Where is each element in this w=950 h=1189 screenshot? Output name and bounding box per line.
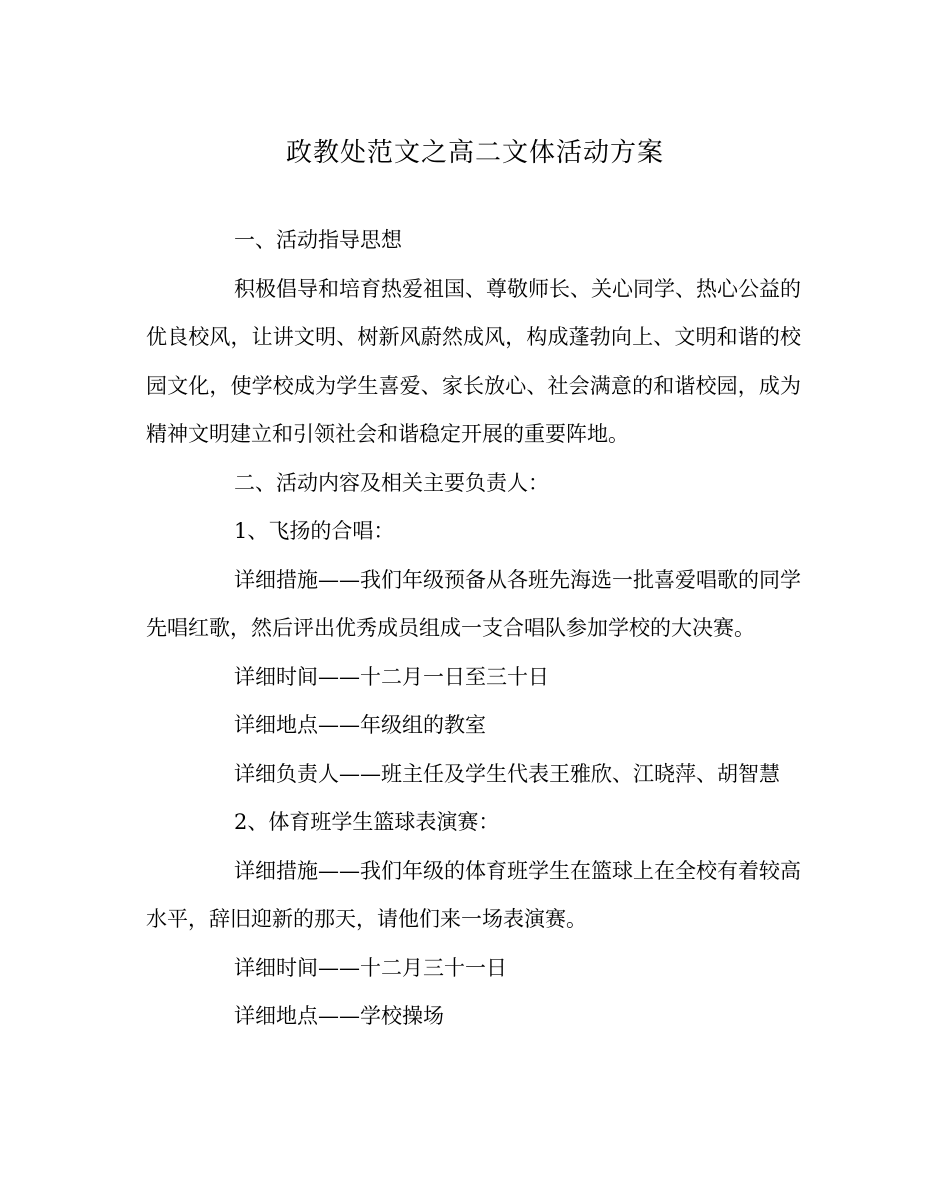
item-heading-chorus: 1、飞扬的合唱： bbox=[234, 519, 395, 543]
paragraph-basketball-time: 详细时间——十二月三十一日 bbox=[234, 955, 507, 980]
document-title: 政教处范文之高二文体活动方案 bbox=[285, 138, 664, 168]
paragraph-basketball-location: 详细地点——学校操场 bbox=[234, 1004, 444, 1028]
paragraph-basketball-measures: 详细措施——我们年级的体育班学生在篮球上在全校有着较高水平，辞旧迎新的那天，请他们来一场表演赛。 bbox=[146, 858, 801, 931]
paragraph-chorus-location: 详细地点——年级组的教室 bbox=[234, 713, 486, 737]
paragraph-chorus-time: 详细时间——十二月一日至三十日 bbox=[234, 664, 549, 689]
document-body bbox=[146, 216, 801, 1041]
paragraph-guiding-ideology: 积极倡导和培育热爱祖国、尊敬师长、关心同学、热心公益的优良校风，让讲文明、树新风蔚然成风，构成蓬勃向上、文明和谐的校园文化，使学校成为学生喜爱、家长放心、社会满意的和谐校园，成为精神文明建立和引领社会和谐稳定开展的重要阵地。 bbox=[146, 276, 801, 446]
paragraph-chorus-measures: 详细措施——我们年级预备从各班先海选一批喜爱唱歌的同学先唱红歌，然后评出优秀成员组成一支合唱队参加学校的大决赛。 bbox=[146, 567, 801, 640]
paragraph-chorus-responsible: 详细负责人——班主任及学生代表王雅欣、江晓萍、胡智慧 bbox=[234, 761, 780, 786]
section-heading-activity-content: 二、活动内容及相关主要负责人： bbox=[234, 470, 549, 495]
item-heading-basketball: 2、体育班学生篮球表演赛： bbox=[234, 810, 500, 834]
section-heading-guiding-ideology: 一、活动指导思想 bbox=[234, 228, 402, 252]
